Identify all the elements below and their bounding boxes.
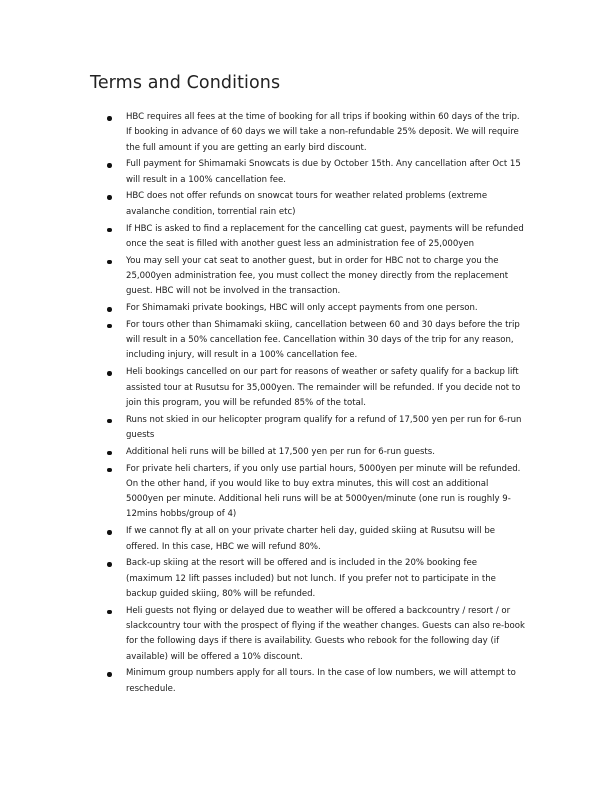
term-text: HBC requires all fees at the time of booking for all trips if booking within 60 days of the trip. If booking in advance of 60 days we will take a non-refundable 25% deposit. We will require the full amount if you are getting an early bird discount. bbox=[126, 112, 520, 153]
term-text: You may sell your cat seat to another guest, but in order for HBC not to charge you the 25,000yen administration fee, you must collect the money directly from the replacement guest. HBC will not be involved in the transaction. bbox=[126, 255, 509, 297]
term-item-8 bbox=[126, 365, 526, 411]
term-item-12 bbox=[126, 524, 526, 555]
terms-list bbox=[126, 110, 526, 698]
term-text: Runs not skied in our helicopter program qualify for a refund of 17,500 yen per run for 6-run guests bbox=[126, 414, 522, 440]
term-text: Heli guests not flying or delayed due to weather will be offered a backcountry / resort / or slackcountry tour with the prospect of flying if the weather changes. Guests can also re-book for the following days if there is availability. Guests who rebook for the following day (if available) will be offered a 10% discount. bbox=[126, 605, 525, 662]
term-text: For private heli charters, if you only use partial hours, 5000yen per minute will be refunded. On the other hand, if you would like to buy extra minutes, this will cost an additional 5000yen per minute. Additional heli runs will be at 5000yen/minute (one run is roughly 9-12mins hobbs/group of 4) bbox=[126, 463, 521, 520]
term-item-7 bbox=[126, 318, 526, 364]
term-item-9 bbox=[126, 413, 526, 444]
term-item-11 bbox=[126, 462, 526, 523]
term-item-2 bbox=[126, 157, 526, 188]
bullet-icon bbox=[107, 163, 112, 168]
bullet-icon bbox=[107, 371, 112, 376]
term-text: Full payment for Shimamaki Snowcats is due by October 15th. Any cancellation after Oct 15 will result in a 100% cancellation fee. bbox=[126, 159, 521, 185]
bullet-icon bbox=[107, 451, 112, 456]
term-item-13 bbox=[126, 556, 526, 602]
bullet-icon bbox=[107, 195, 112, 200]
bullet-icon bbox=[107, 307, 112, 312]
term-item-10 bbox=[126, 445, 526, 460]
term-text: Minimum group numbers apply for all tours. In the case of low numbers, we will attempt to reschedule. bbox=[126, 668, 516, 694]
bullet-icon bbox=[107, 530, 112, 535]
term-item-15 bbox=[126, 666, 526, 697]
term-item-6 bbox=[126, 301, 526, 316]
term-text: HBC does not offer refunds on snowcat tours for weather related problems (extreme avalanche condition, torrential rain etc) bbox=[126, 191, 488, 217]
bullet-icon bbox=[107, 672, 112, 677]
bullet-icon bbox=[107, 419, 112, 424]
term-text: Back-up skiing at the resort will be offered and is included in the 20% booking fee (maximum 12 lift passes included) but not lunch. If you prefer not to participate in the backup guided skiing, 80% will be refunded. bbox=[126, 558, 496, 599]
bullet-icon bbox=[107, 228, 112, 233]
bullet-icon bbox=[107, 260, 112, 265]
term-item-3 bbox=[126, 189, 526, 220]
bullet-icon bbox=[107, 116, 112, 121]
term-text: For tours other than Shimamaki skiing, cancellation between 60 and 30 days before the trip will result in a 50% cancellation fee. Cancellation within 30 days of the trip for any reason, including injury, will result in a 100% cancellation fee. bbox=[126, 319, 520, 361]
bullet-icon bbox=[107, 468, 112, 473]
term-item-5 bbox=[126, 254, 526, 300]
term-item-14 bbox=[126, 604, 526, 665]
term-text: If we cannot fly at all on your private charter heli day, guided skiing at Rusutsu will be offered. In this case, HBC we will refund 80%. bbox=[126, 526, 496, 552]
term-text: For Shimamaki private bookings, HBC will only accept payments from one person. bbox=[126, 303, 478, 314]
term-item-1 bbox=[126, 110, 526, 156]
bullet-icon bbox=[107, 562, 112, 567]
page-title: Terms and Conditions bbox=[90, 73, 281, 93]
term-text: Heli bookings cancelled on our part for reasons of weather or safety qualify for a backup lift assisted tour at Rusutsu for 35,000yen. The remainder will be refunded. If you decide not to join this program, you will be refunded 85% of the total. bbox=[126, 367, 521, 408]
term-text: Additional heli runs will be billed at 17,500 yen per run for 6-run guests. bbox=[126, 446, 435, 457]
term-item-4 bbox=[126, 222, 526, 253]
bullet-icon bbox=[107, 324, 112, 329]
term-text: If HBC is asked to find a replacement for the cancelling cat guest, payments will be refunded once the seat is filled with another guest less an administration fee of 25,000yen bbox=[126, 223, 524, 249]
bullet-icon bbox=[107, 610, 112, 615]
